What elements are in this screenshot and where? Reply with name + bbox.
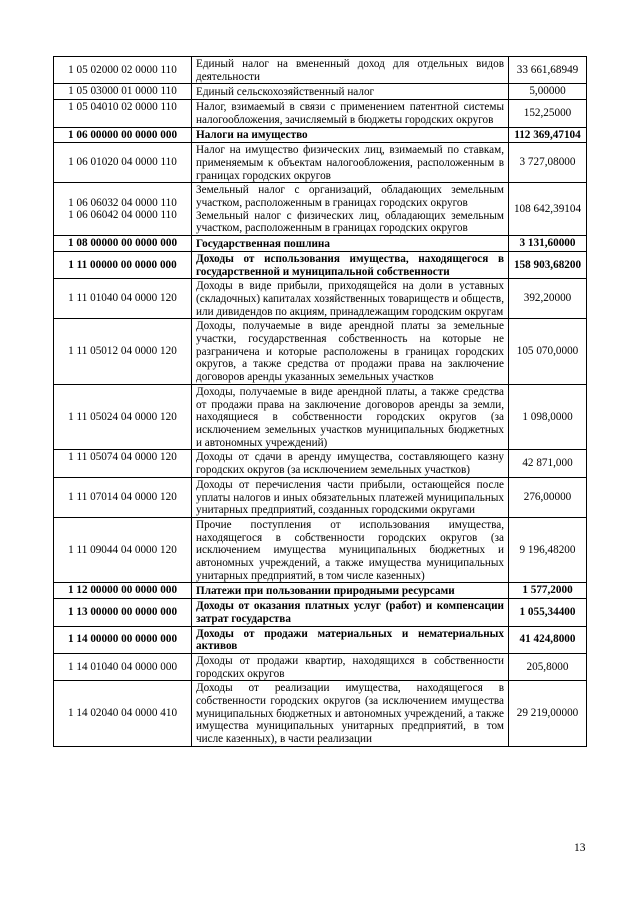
table-row — [54, 384, 587, 450]
classification-code: 1 05 03000 01 0000 110 — [54, 84, 192, 100]
table-row — [54, 251, 587, 278]
page-number: 13 — [574, 842, 586, 854]
table-row — [54, 279, 587, 319]
revenue-amount: 158 903,68200 — [509, 251, 587, 278]
table-row — [54, 450, 587, 477]
revenue-description: Доходы от продажи материальных и нематериальных активов — [192, 626, 509, 653]
revenue-description: Доходы от перечисления части прибыли, остающейся после уплаты налогов и иных обязательных платежей муниципальных унитарных предприятий, созданных городскими округами — [192, 477, 509, 517]
revenue-amount: 392,20000 — [509, 279, 587, 319]
revenue-description: Доходы, получаемые в виде арендной платы за земельные участки, государственная собственность на которые не разграничена и которые расположены в границах городских округов, а также средства от продажи права на заключение договоров аренды указанных земельных участков — [192, 319, 509, 385]
revenue-description: Налог, взимаемый в связи с применением патентной системы налогообложения, зачисляемый в бюджеты городских округов — [192, 100, 509, 127]
table-row — [54, 517, 587, 583]
classification-code: 1 14 01040 04 0000 000 — [54, 653, 192, 680]
revenue-amount: 5,00000 — [509, 84, 587, 100]
revenue-amount: 1 577,2000 — [509, 583, 587, 599]
revenue-amount: 9 196,48200 — [509, 517, 587, 583]
classification-code: 1 06 01020 04 0000 110 — [54, 143, 192, 183]
revenue-description: Доходы от реализации имущества, находящегося в собственности городских округов (за исключением имущества муниципальных бюджетных и автономных учреждений, а также имущества муниципальных унитарных предприятий, в том числе казенных), в части реализации — [192, 681, 509, 747]
classification-code: 1 06 06032 04 0000 110 1 06 06042 04 0000 110 — [54, 183, 192, 236]
revenue-description: Налоги на имущество — [192, 127, 509, 143]
classification-code: 1 08 00000 00 0000 000 — [54, 236, 192, 252]
revenue-amount: 112 369,47104 — [509, 127, 587, 143]
revenue-description: Доходы, получаемые в виде арендной платы, а также средства от продажи права на заключение договоров аренды за земли, находящиеся в собственности городских округов (за исключением земельных участков муниципальных бюджетных и автономных учреждений) — [192, 384, 509, 450]
revenue-description: Платежи при пользовании природными ресурсами — [192, 583, 509, 599]
classification-code: 1 05 02000 02 0000 110 — [54, 57, 192, 84]
revenue-amount: 42 871,000 — [509, 450, 587, 477]
classification-code: 1 11 00000 00 0000 000 — [54, 251, 192, 278]
table-row — [54, 583, 587, 599]
revenue-description: Доходы от использования имущества, находящегося в государственной и муниципальной собственности — [192, 251, 509, 278]
revenue-amount: 41 424,8000 — [509, 626, 587, 653]
table-row — [54, 183, 587, 236]
budget-revenue-table — [53, 56, 587, 747]
classification-code: 1 11 05012 04 0000 120 — [54, 319, 192, 385]
classification-code: 1 06 00000 00 0000 000 — [54, 127, 192, 143]
table-row — [54, 653, 587, 680]
table-row — [54, 143, 587, 183]
classification-code: 1 13 00000 00 0000 000 — [54, 599, 192, 626]
revenue-description: Доходы от продажи квартир, находящихся в собственности городских округов — [192, 653, 509, 680]
table-row — [54, 477, 587, 517]
classification-code: 1 05 04010 02 0000 110 — [54, 100, 192, 127]
classification-code: 1 11 05024 04 0000 120 — [54, 384, 192, 450]
revenue-amount: 205,8000 — [509, 653, 587, 680]
table-row — [54, 319, 587, 385]
revenue-amount: 33 661,68949 — [509, 57, 587, 84]
revenue-description: Доходы от сдачи в аренду имущества, составляющего казну городских округов (за исключением земельных участков) — [192, 450, 509, 477]
classification-code: 1 11 05074 04 0000 120 — [54, 450, 192, 477]
revenue-amount: 3 727,08000 — [509, 143, 587, 183]
revenue-description: Прочие поступления от использования имущества, находящегося в собственности городских округов (за исключением имущества муниципальных бюджетных и автономных учреждений, а также имущества муниципальных унитарных предприятий, в том числе казенных) — [192, 517, 509, 583]
table-row — [54, 57, 587, 84]
classification-code: 1 14 02040 04 0000 410 — [54, 681, 192, 747]
revenue-description: Доходы от оказания платных услуг (работ) и компенсации затрат государства — [192, 599, 509, 626]
revenue-amount: 29 219,00000 — [509, 681, 587, 747]
table-row — [54, 599, 587, 626]
classification-code: 1 14 00000 00 0000 000 — [54, 626, 192, 653]
revenue-description: Налог на имущество физических лиц, взимаемый по ставкам, применяемым к объектам налогообложения, расположенным в границах городских округов — [192, 143, 509, 183]
revenue-amount: 152,25000 — [509, 100, 587, 127]
table-body — [54, 57, 587, 747]
table-row — [54, 100, 587, 127]
table-row — [54, 236, 587, 252]
revenue-amount: 105 070,0000 — [509, 319, 587, 385]
revenue-description: Земельный налог с организаций, обладающих земельным участком, расположенным в границах городских округов Земельный налог с физических лиц, обладающих земельным участком, расположенным в границах городских округов — [192, 183, 509, 236]
table-row — [54, 626, 587, 653]
revenue-amount: 276,00000 — [509, 477, 587, 517]
table-row — [54, 681, 587, 747]
revenue-amount: 3 131,60000 — [509, 236, 587, 252]
revenue-description: Единый сельскохозяйственный налог — [192, 84, 509, 100]
revenue-description: Государственная пошлина — [192, 236, 509, 252]
classification-code: 1 11 07014 04 0000 120 — [54, 477, 192, 517]
table-row — [54, 127, 587, 143]
revenue-amount: 1 055,34400 — [509, 599, 587, 626]
revenue-amount: 1 098,0000 — [509, 384, 587, 450]
table-row — [54, 84, 587, 100]
revenue-amount: 108 642,39104 — [509, 183, 587, 236]
classification-code: 1 11 09044 04 0000 120 — [54, 517, 192, 583]
classification-code: 1 11 01040 04 0000 120 — [54, 279, 192, 319]
revenue-description: Доходы в виде прибыли, приходящейся на доли в уставных (складочных) капиталах хозяйственных товариществ и обществ, или дивидендов по акциям, принадлежащим городским округам — [192, 279, 509, 319]
classification-code: 1 12 00000 00 0000 000 — [54, 583, 192, 599]
revenue-description: Единый налог на вмененный доход для отдельных видов деятельности — [192, 57, 509, 84]
